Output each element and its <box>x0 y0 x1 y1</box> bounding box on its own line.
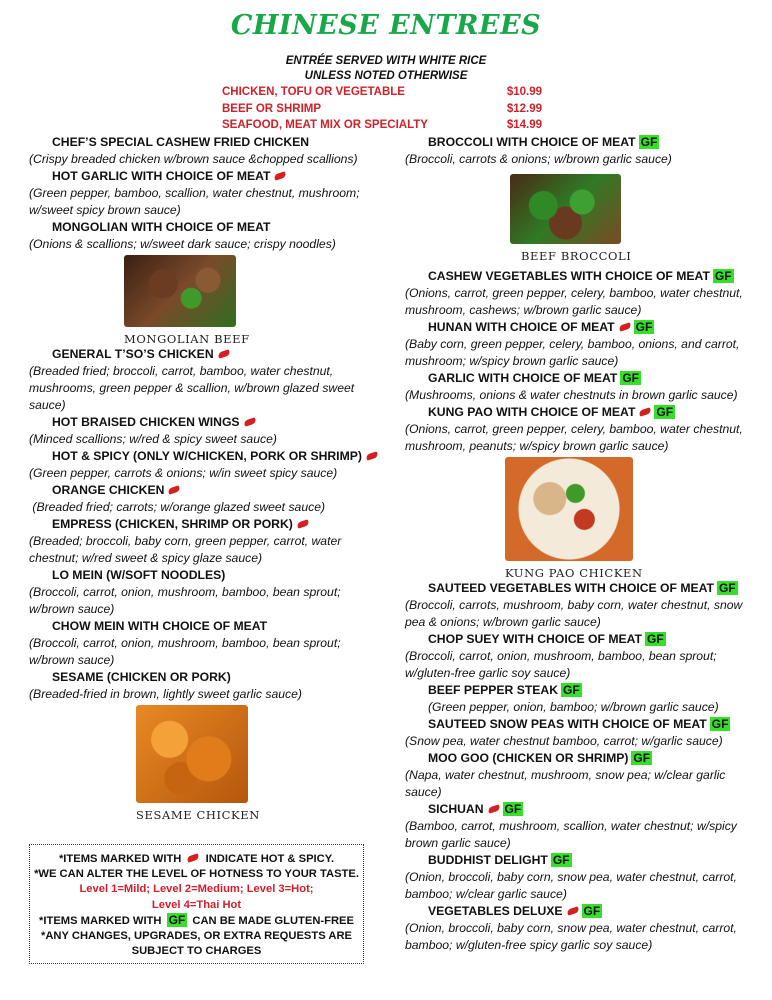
item-name: CHEF’S SPECIAL CASHEW FRIED CHICKEN <box>52 135 310 149</box>
menu-item <box>405 801 750 852</box>
photo-caption: KUNG PAO CHICKEN <box>505 566 643 580</box>
item-desc: (Napa, water chestnut, mushroom, snow pea; w/clear garlic sauce) <box>405 768 726 799</box>
right-column <box>405 134 750 954</box>
price-row <box>222 84 542 101</box>
item-desc: (Onion, broccoli, baby corn, snow pea, water chestnut, carrot, bamboo; w/clear garlic sauce) <box>405 870 737 901</box>
price-row <box>222 101 542 118</box>
photo-caption: BEEF BROCCOLI <box>521 249 632 263</box>
item-desc: (Mushrooms, onions & water chestnuts in brown garlic sauce) <box>405 388 738 402</box>
gf-badge: GF <box>583 904 601 918</box>
photo-kung-pao-chicken <box>405 457 750 580</box>
item-name: CHOP SUEY WITH CHOICE OF MEAT <box>428 632 642 646</box>
menu-item <box>405 134 750 168</box>
item-desc: (Broccoli, carrot, onion, mushroom, bamboo, bean sprout; w/brown sauce) <box>29 585 341 616</box>
photo-caption: SESAME CHICKEN <box>136 808 260 822</box>
item-name: LO MEIN (W/SOFT NOODLES) <box>52 568 226 582</box>
gf-badge: GF <box>168 912 186 927</box>
gf-badge: GF <box>714 269 732 283</box>
item-desc: (Onions, carrot, green pepper, celery, bamboo, water chestnut, mushroom, cashews; w/brown garlic sauce) <box>405 286 743 317</box>
menu-item <box>405 750 750 801</box>
item-desc: (Baby corn, green pepper, celery, bamboo, onions, and carrot, mushroom; w/spicy brown garlic sauce) <box>405 337 740 368</box>
beef-broccoli-image <box>510 174 621 244</box>
item-name: KUNG PAO WITH CHOICE OF MEAT <box>428 405 636 419</box>
item-desc: (Broccoli, carrot, onion, mushroom, bamboo, bean sprout; w/gluten-free garlic soy sauce) <box>405 649 717 680</box>
chili-pepper-icon <box>639 407 652 416</box>
menu-item <box>405 716 750 750</box>
item-desc: (Onions & scallions; w/sweet dark sauce; crispy noodles) <box>29 237 336 251</box>
item-name: GENERAL T’SO’S CHICKEN <box>52 347 214 361</box>
photo-beef-broccoli <box>405 174 750 263</box>
chili-pepper-icon <box>187 853 200 862</box>
item-name: SAUTEED VEGETABLES WITH CHOICE OF MEAT <box>428 581 714 595</box>
price-label: SEAFOOD, MEAT MIX OR SPECIALTY <box>222 119 428 131</box>
gf-badge: GF <box>646 632 664 646</box>
item-desc: (Bamboo, carrot, mushroom, scallion, water chestnut; w/spicy brown garlic sauce) <box>405 819 737 850</box>
gf-badge: GF <box>552 853 570 867</box>
menu-item <box>29 516 377 567</box>
item-name: HOT BRAISED CHICKEN WINGS <box>52 415 240 429</box>
menu-item <box>405 903 750 954</box>
menu-item <box>405 370 750 404</box>
menu-item <box>29 567 377 618</box>
note-hotness: *WE CAN ALTER THE LEVEL OF HOTNESS TO YOUR TASTE. <box>34 868 359 881</box>
subtitle-unless: UNLESS NOTED OTHERWISE <box>304 70 468 82</box>
menu-item <box>405 852 750 903</box>
item-name: HOT & SPICY (ONLY W/CHICKEN, PORK OR SHRIMP) <box>52 449 362 463</box>
item-name: SICHUAN <box>428 802 484 816</box>
kung-pao-chicken-image <box>505 457 633 561</box>
note-gluten-free <box>30 913 363 929</box>
gf-badge: GF <box>504 802 522 816</box>
note-charges: SUBJECT TO CHARGES <box>131 945 262 958</box>
item-desc: (Broccoli, carrot, onion, mushroom, bamboo, bean sprout; w/brown sauce) <box>29 636 341 667</box>
menu-item <box>405 580 750 631</box>
price-value: $14.99 <box>506 119 542 131</box>
item-desc: (Breaded; broccoli, baby corn, green pepper, carrot, water chestnut; w/red sweet & spicy glaze sauce) <box>29 534 342 565</box>
note-changes: *ANY CHANGES, UPGRADES, OR EXTRA REQUESTS ARE <box>40 930 352 943</box>
menu-item <box>29 346 377 414</box>
item-desc: (Green pepper, carrots & onions; w/in sweet spicy sauce) <box>29 466 338 480</box>
item-desc: (Green pepper, onion, bamboo; w/brown garlic sauce) <box>428 700 719 714</box>
note-hot-spicy <box>30 852 363 867</box>
menu-item <box>405 404 750 455</box>
item-desc: (Crispy breaded chicken w/brown sauce &chopped scallions) <box>29 152 358 166</box>
item-name: BEEF PEPPER STEAK <box>428 683 559 697</box>
price-label: CHICKEN, TOFU OR VEGETABLE <box>222 86 405 98</box>
gf-badge: GF <box>563 683 580 697</box>
chili-pepper-icon <box>365 451 378 460</box>
chili-pepper-icon <box>618 322 631 331</box>
menu-item <box>29 618 377 669</box>
page-title: CHINESE ENTREES <box>230 10 542 41</box>
note-text: INDICATE HOT & SPICY. <box>205 853 335 865</box>
menu-item <box>29 134 377 168</box>
photo-mongolian-beef <box>24 255 377 346</box>
price-value: $12.99 <box>506 102 542 115</box>
item-name: CHOW MEIN WITH CHOICE OF MEAT <box>52 619 268 633</box>
chili-pepper-icon <box>217 349 230 358</box>
gf-badge: GF <box>633 751 651 765</box>
note-levels: Level 1=Mild; Level 2=Medium; Level 3=Hot; <box>79 883 314 896</box>
item-name: HUNAN WITH CHOICE OF MEAT <box>428 320 615 334</box>
item-name: MONGOLIAN WITH CHOICE OF MEAT <box>52 220 271 234</box>
chili-pepper-icon <box>243 417 256 426</box>
item-desc: (Onion, broccoli, baby corn, snow pea, water chestnut, carrot, bamboo; w/gluten-free spicy garlic soy sauce) <box>405 921 737 952</box>
gf-badge: GF <box>622 371 640 385</box>
item-name: BUDDHIST DELIGHT <box>428 853 548 867</box>
gf-badge: GF <box>711 717 729 731</box>
price-row <box>222 117 542 134</box>
item-name: VEGETABLES DELUXE <box>428 904 563 918</box>
item-desc: (Onions, carrot, green pepper, celery, bamboo, water chestnut, mushroom, peanuts; w/spicy brown garlic sauce) <box>405 422 743 453</box>
item-name: GARLIC WITH CHOICE OF MEAT <box>428 371 618 385</box>
menu-item <box>405 268 750 319</box>
note-level-4: Level 4=Thai Hot <box>151 898 242 911</box>
item-desc: (Breaded fried; carrots; w/orange glazed sweet sauce) <box>29 500 326 514</box>
price-value: $10.99 <box>506 86 542 98</box>
item-name: BROCCOLI WITH CHOICE OF MEAT <box>428 135 636 149</box>
chili-pepper-icon <box>168 485 181 494</box>
item-desc: (Breaded fried; broccoli, carrot, bamboo, water chestnut, mushrooms, green pepper & scallion, w/brown glazed sweet sauce) <box>29 364 355 412</box>
item-desc: (Broccoli, carrots, mushroom, baby corn, water chestnut, snow pea & onions; w/brown garlic sauce) <box>405 598 743 629</box>
item-desc: (Minced scallions; w/red & spicy sweet sauce) <box>29 432 277 446</box>
chili-pepper-icon <box>487 804 500 813</box>
menu-item <box>29 448 377 482</box>
chili-pepper-icon <box>566 906 579 915</box>
menu-item <box>405 631 750 682</box>
left-column <box>29 134 377 822</box>
item-name: SESAME (CHICKEN OR PORK) <box>52 670 231 684</box>
notes-box <box>29 844 364 964</box>
sesame-chicken-image <box>136 705 248 803</box>
item-name: MOO GOO (CHICKEN OR SHRIMP) <box>428 751 629 765</box>
item-desc: (Breaded-fried in brown, lightly sweet garlic sauce) <box>29 687 302 701</box>
photo-sesame-chicken <box>29 705 377 822</box>
menu-item <box>405 319 750 370</box>
menu-item <box>29 219 377 253</box>
item-name: HOT GARLIC WITH CHOICE OF MEAT <box>52 169 271 183</box>
chili-pepper-icon <box>296 519 309 528</box>
gf-badge: GF <box>635 320 653 334</box>
photo-caption: MONGOLIAN BEEF <box>124 332 250 346</box>
note-text: *ITEMS MARKED WITH <box>39 914 162 927</box>
item-desc: (Snow pea, water chestnut bamboo, carrot; w/garlic sauce) <box>405 734 723 748</box>
item-name: ORANGE CHICKEN <box>52 483 165 497</box>
price-label: BEEF OR SHRIMP <box>222 102 322 115</box>
note-text: *ITEMS MARKED WITH <box>58 853 182 865</box>
item-desc: (Green pepper, bamboo, scallion, water chestnut, mushroom; w/sweet spicy brown sauce) <box>29 186 360 217</box>
menu-item <box>29 669 377 703</box>
chili-pepper-icon <box>274 171 287 180</box>
item-name: EMPRESS (CHICKEN, SHRIMP OR PORK) <box>52 517 293 531</box>
note-text: CAN BE MADE GLUTEN-FREE <box>192 914 354 927</box>
gf-badge: GF <box>640 135 658 149</box>
item-name: SAUTEED SNOW PEAS WITH CHOICE OF MEAT <box>428 717 707 731</box>
item-name: CASHEW VEGETABLES WITH CHOICE OF MEAT <box>428 269 710 283</box>
item-desc: (Broccoli, carrots & onions; w/brown garlic sauce) <box>405 152 672 166</box>
menu-item <box>405 682 750 716</box>
mongolian-beef-image <box>124 255 236 327</box>
subtitle-rice: ENTRÉE SERVED WITH WHITE RICE <box>285 55 487 67</box>
gf-badge: GF <box>718 581 736 595</box>
menu-item <box>29 414 377 448</box>
gf-badge: GF <box>656 405 674 419</box>
price-list <box>222 84 542 134</box>
menu-item <box>29 482 377 516</box>
menu-item <box>29 168 377 219</box>
